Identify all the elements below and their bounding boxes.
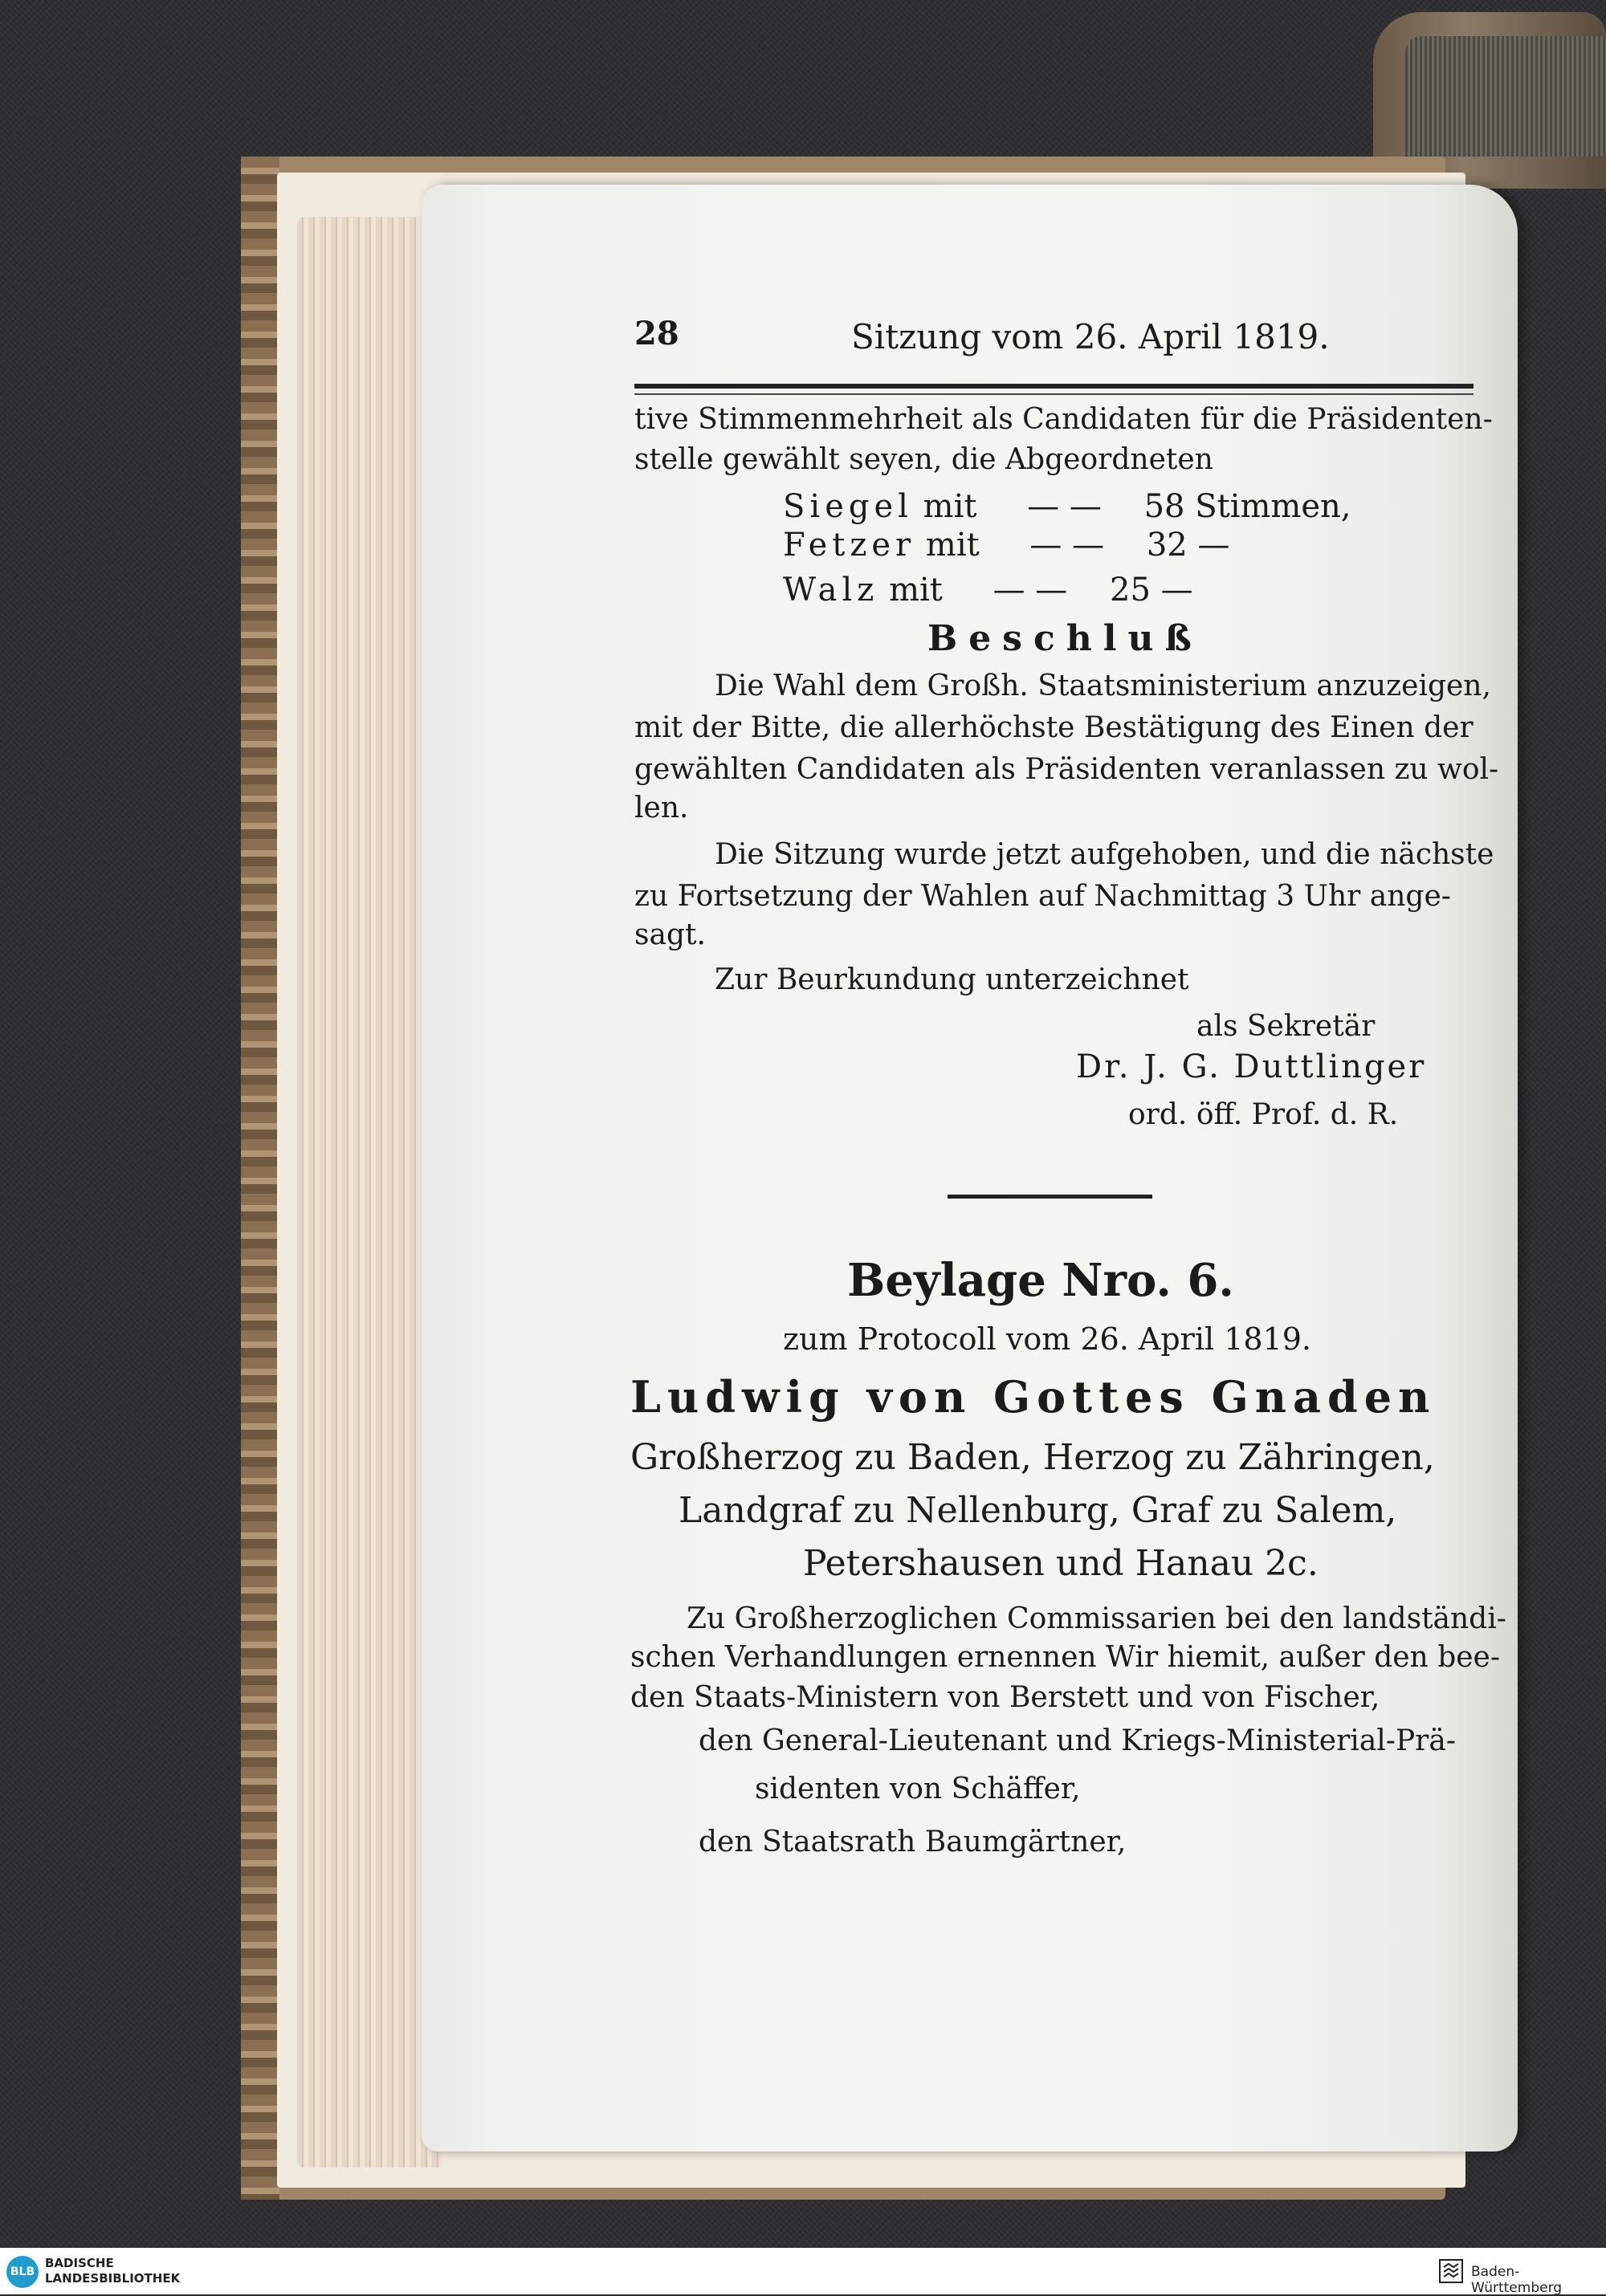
vote-word: mit [925, 527, 980, 564]
vote-count: 58 [1143, 488, 1185, 525]
appendix-subheading: zum Protocoll vom 26. April 1819. [783, 1321, 1311, 1357]
beschluss-heading: Beschluß [927, 618, 1203, 659]
decree-titles-line: Landgraf zu Nellenburg, Graf zu Salem, [679, 1490, 1397, 1531]
vote-name: Siegel [783, 488, 913, 525]
appendix-line: schen Verhandlungen ernennen Wir hiemit, außer den bee- [630, 1641, 1501, 1674]
body-line: stelle gewählt seyen, die Abgeordneten [634, 443, 1213, 476]
vote-word: mit [889, 572, 943, 609]
running-head: Sitzung vom 26. April 1819. [851, 317, 1330, 356]
vote-dashes: — — [993, 572, 1068, 609]
page-number: 28 [634, 315, 679, 352]
institution-name[interactable] [45, 2256, 180, 2286]
decree-titles-line: Großherzog zu Baden, Herzog zu Zähringen, [630, 1437, 1435, 1478]
appendix-line: den Staats-Ministern von Berstett und von Fischer, [630, 1681, 1380, 1714]
decree-title: Ludwig von Gottes Gnaden [630, 1371, 1437, 1423]
body-line: gewählten Candidaten als Präsidenten veranlassen zu wol- [634, 753, 1499, 786]
viewer-footer [0, 2248, 1606, 2294]
vote-dashes: — — [1029, 527, 1105, 564]
vote-suffix: — [1160, 572, 1193, 609]
decree-titles-line: Petershausen und Hanau 2c. [803, 1543, 1319, 1584]
page-stack [297, 217, 442, 2168]
blb-logo[interactable]: BLB [6, 2256, 39, 2288]
appendix-line: Zu Großherzoglichen Commissarien bei den landständi- [687, 1602, 1506, 1635]
vote-suffix: Stimmen, [1195, 488, 1351, 525]
secretary-name: Dr. J. G. Duttlinger [1076, 1048, 1427, 1085]
appendix-line: den General-Lieutenant und Kriegs-Ministerial-Prä- [699, 1724, 1457, 1757]
lions-crest-icon [1437, 2257, 1465, 2285]
secretary-role: als Sekretär [1196, 1010, 1376, 1043]
body-line: zu Fortsetzung der Wahlen auf Nachmittag 3 Uhr ange- [634, 880, 1451, 913]
body-line: mit der Bitte, die allerhöchste Bestätigung des Einen der [634, 711, 1474, 744]
cover-edge [241, 157, 279, 2200]
appendix-line: den Staatsrath Baumgärtner, [699, 1826, 1127, 1858]
vote-count: 32 [1146, 527, 1188, 564]
vote-name: Fetzer [783, 527, 916, 564]
state-label[interactable]: Baden-Württemberg [1471, 2264, 1563, 2296]
body-line: len. [634, 792, 689, 824]
body-line: sagt. [634, 918, 706, 951]
vote-name: Walz [783, 572, 879, 609]
body-line: tive Stimmenmehrheit als Candidaten für die Präsidenten- [634, 403, 1493, 436]
vote-suffix: — [1197, 527, 1230, 564]
vote-count: 25 [1110, 572, 1151, 609]
appendix-line: sidenten von Schäffer, [755, 1773, 1081, 1805]
certification-line: Zur Beurkundung unterzeichnet [715, 963, 1189, 996]
vote-dashes: — — [1027, 488, 1102, 525]
body-line: Die Sitzung wurde jetzt aufgehoben, und die nächste [715, 838, 1494, 871]
institution-line: BADISCHE [45, 2256, 114, 2270]
vote-row [783, 527, 1606, 564]
body-line: Die Wahl dem Großh. Staatsministerium anzuzeigen, [715, 670, 1491, 702]
header-rule-thin [634, 393, 1474, 395]
vote-row [783, 572, 1606, 609]
header-rule [634, 384, 1474, 389]
vote-word: mit [923, 488, 977, 525]
appendix-heading: Beylage Nro. 6. [847, 1254, 1234, 1307]
vote-row [783, 488, 1606, 525]
secretary-title: ord. öff. Prof. d. R. [1128, 1098, 1399, 1131]
section-rule [948, 1195, 1152, 1199]
institution-line: LANDESBIBLIOTHEK [45, 2271, 181, 2286]
